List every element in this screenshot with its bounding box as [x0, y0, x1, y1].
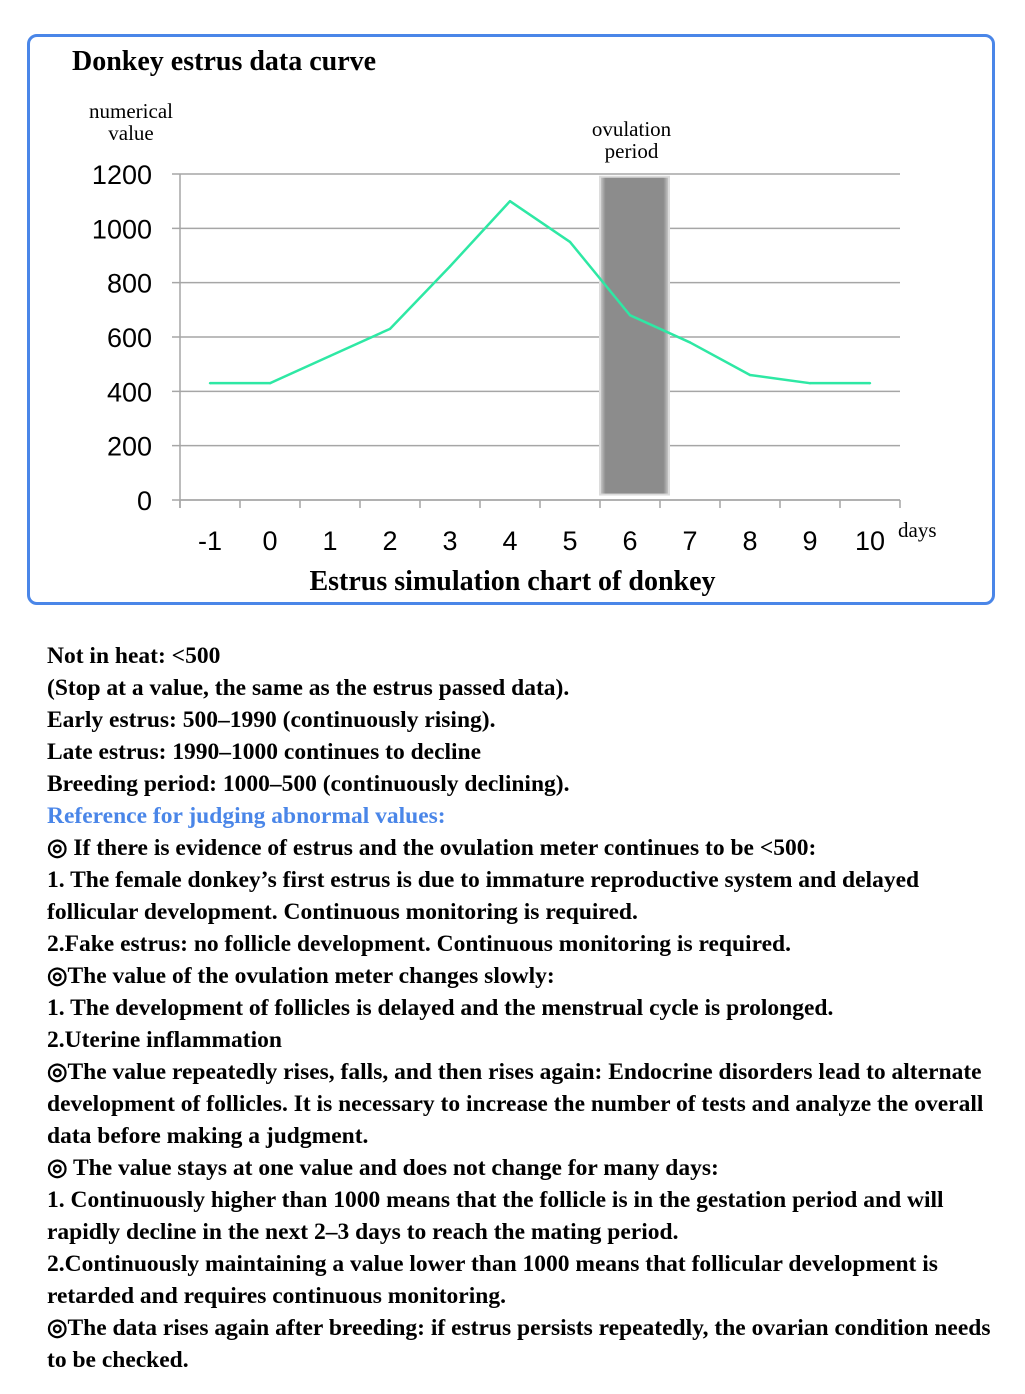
data-point [809, 382, 811, 384]
data-point [209, 382, 211, 384]
x-tick-label: 4 [502, 526, 518, 556]
x-tick-label: 8 [742, 526, 758, 556]
y-tick-label: 0 [136, 486, 152, 516]
notes-section [47, 640, 997, 1376]
note-line: Late estrus: 1990–1000 continues to decline [47, 739, 482, 765]
x-tick-label: 5 [562, 526, 578, 556]
y-axis-label: numerical value [89, 99, 173, 145]
reference-heading: Reference for judging abnormal values: [47, 803, 446, 829]
data-point [749, 374, 751, 376]
note-line: 2.Continuously maintaining a value lower than 1000 means that follicular development is retarded and requires continuous monitoring. [47, 1251, 938, 1309]
data-point [329, 355, 331, 357]
x-tick-label: 10 [854, 526, 886, 556]
y-tick-label: 1200 [91, 160, 152, 190]
x-tick-label: 0 [262, 526, 278, 556]
note-line: ◎The value of the ovulation meter changes slowly: [47, 963, 555, 989]
x-tick-label: 2 [382, 526, 398, 556]
data-point [869, 382, 871, 384]
data-point [509, 200, 511, 202]
note-line: Early estrus: 500–1990 (continuously rising). [47, 707, 496, 733]
note-line: Not in heat: <500 [47, 643, 221, 669]
note-line: ◎The value repeatedly rises, falls, and then rises again: Endocrine disorders lead to alternate development of follicles. It is necessary to increase the number of tests and analyze the overall data before making a judgment. [47, 1059, 984, 1149]
y-tick-label: 400 [106, 377, 152, 408]
note-line: ◎The data rises again after breeding: if estrus persists repeatedly, the ovarian condition needs to be checked. [47, 1315, 991, 1373]
data-point [449, 265, 451, 267]
y-tick-label: 800 [106, 268, 152, 299]
note-line: ◎ If there is evidence of estrus and the ovulation meter continues to be <500: [47, 835, 817, 861]
chart-title: Donkey estrus data curve [72, 46, 377, 77]
note-line: (Stop at a value, the same as the estrus passed data). [47, 675, 570, 701]
note-line: 1. The female donkey’s first estrus is due to immature reproductive system and delayed follicular development. Continuous monitoring is required. [47, 867, 920, 925]
note-line: 1. The development of follicles is delayed and the menstrual cycle is prolonged. [47, 995, 834, 1021]
ovulation-period-band [600, 177, 669, 495]
chart-caption: Estrus simulation chart of donkey [309, 566, 716, 597]
data-point [689, 341, 691, 343]
x-tick-label: -1 [197, 526, 223, 556]
y-tick-label: 1000 [91, 214, 152, 245]
x-tick-label: 3 [442, 526, 458, 556]
note-line: 1. Continuously higher than 1000 means that the follicle is in the gestation period and will rapidly decline in the next 2–3 days to reach the mating period. [47, 1187, 944, 1245]
y-tick-label: 200 [106, 431, 152, 462]
x-tick-label: 1 [322, 526, 338, 556]
note-line: Breeding period: 1000–500 (continuously declining). [47, 771, 570, 797]
note-line: 2.Fake estrus: no follicle development. Continuous monitoring is required. [47, 931, 791, 957]
y-tick-label: 600 [106, 323, 152, 353]
note-line: ◎ The value stays at one value and does not change for many days: [47, 1155, 719, 1181]
x-axis-label: days [898, 518, 937, 542]
ovulation-band-label: ovulation period [591, 117, 672, 163]
line-chart [0, 0, 1025, 620]
data-point [269, 382, 271, 384]
data-point [389, 328, 391, 330]
data-point [569, 241, 571, 243]
x-tick-label: 7 [682, 526, 698, 556]
note-line: 2.Uterine inflammation [47, 1027, 282, 1053]
x-tick-label: 6 [622, 526, 638, 556]
x-tick-label: 9 [802, 526, 818, 556]
data-point [629, 314, 631, 316]
